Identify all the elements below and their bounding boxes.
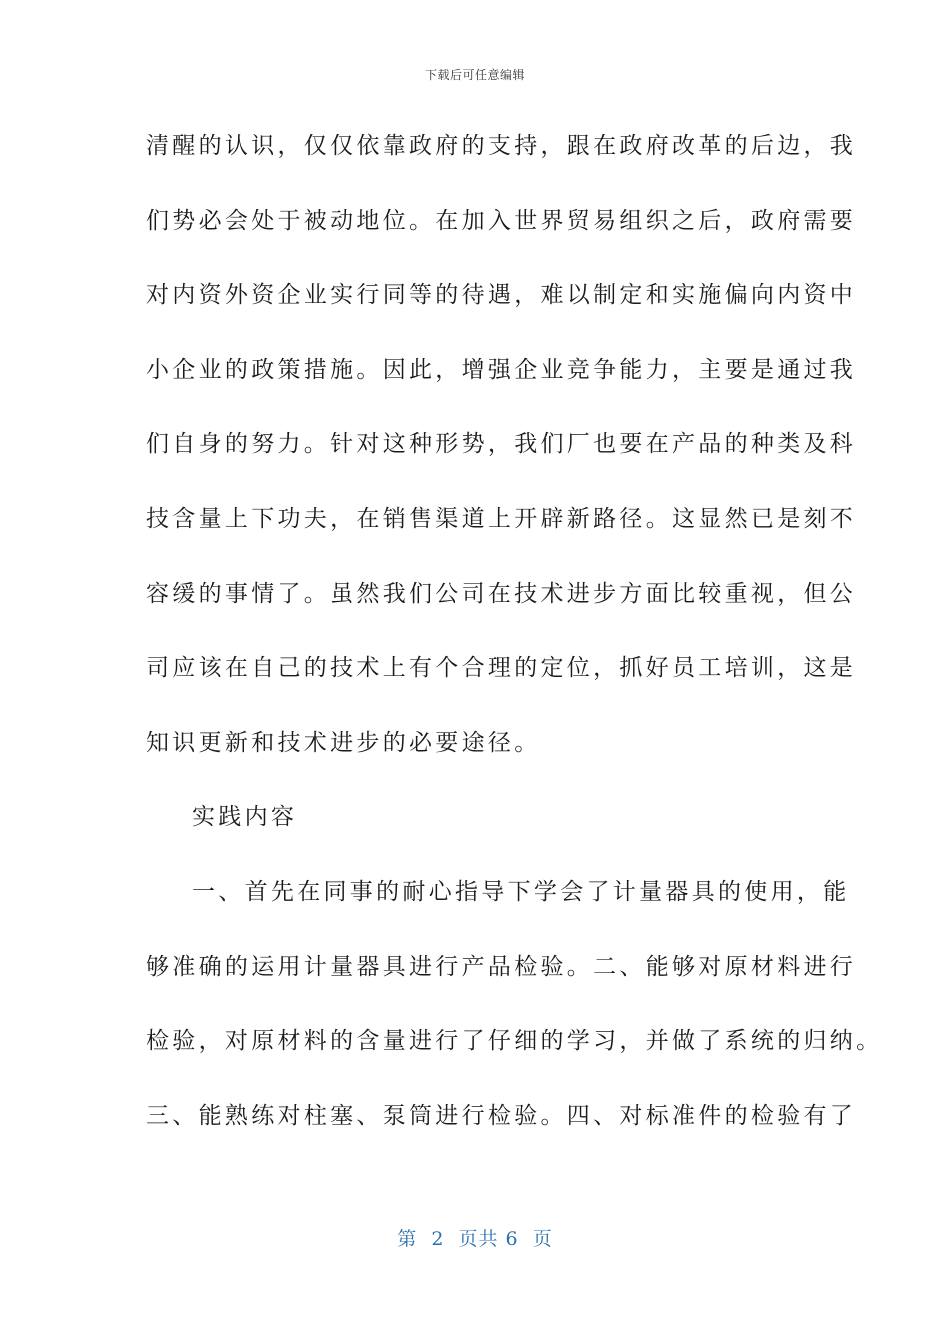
- body-line-7: 容缓的事情了。虽然我们公司在技术进步方面比较重视，但公: [146, 580, 857, 607]
- body-line-1: 清醒的认识，仅仅依靠政府的支持，跟在政府改革的后边，我: [146, 133, 857, 159]
- body-line-13: 检验，对原材料的含量进行了仔细的学习，并做了系统的归纳。: [146, 1028, 883, 1055]
- body-line-5: 们自身的努力。针对这种形势，我们厂也要在产品的种类及科: [146, 431, 857, 458]
- body-line-6: 技含量上下功夫，在销售渠道上开辟新路径。这显然已是刻不: [146, 505, 857, 532]
- body-line-2: 们势必会处于被动地位。在加入世界贸易组织之后，政府需要: [146, 207, 857, 234]
- body-line-4: 小企业的政策措施。因此，增强企业竞争能力，主要是通过我: [146, 356, 857, 383]
- body-line-3: 对内资外资企业实行同等的待遇，难以制定和实施偏向内资中: [146, 282, 857, 309]
- document-body: [146, 122, 883, 1166]
- body-line-9: 知识更新和技术进步的必要途径。: [146, 729, 541, 756]
- body-line-12: 够准确的运用计量器具进行产品检验。二、能够对原材料进行: [146, 953, 857, 980]
- body-line-14: 三、能熟练对柱塞、泵筒进行检验。四、对标准件的检验有了: [146, 1102, 857, 1129]
- body-line-8: 司应该在自己的技术上有个合理的定位，抓好员工培训，这是: [146, 655, 857, 682]
- page-number: 第 2 页共 6 页: [397, 1228, 553, 1250]
- section-heading: 实践内容: [192, 804, 298, 831]
- page-header-note: 下载后可任意编辑: [424, 68, 525, 82]
- body-line-11: 一、首先在同事的耐心指导下学会了计量器具的使用，能: [192, 878, 850, 905]
